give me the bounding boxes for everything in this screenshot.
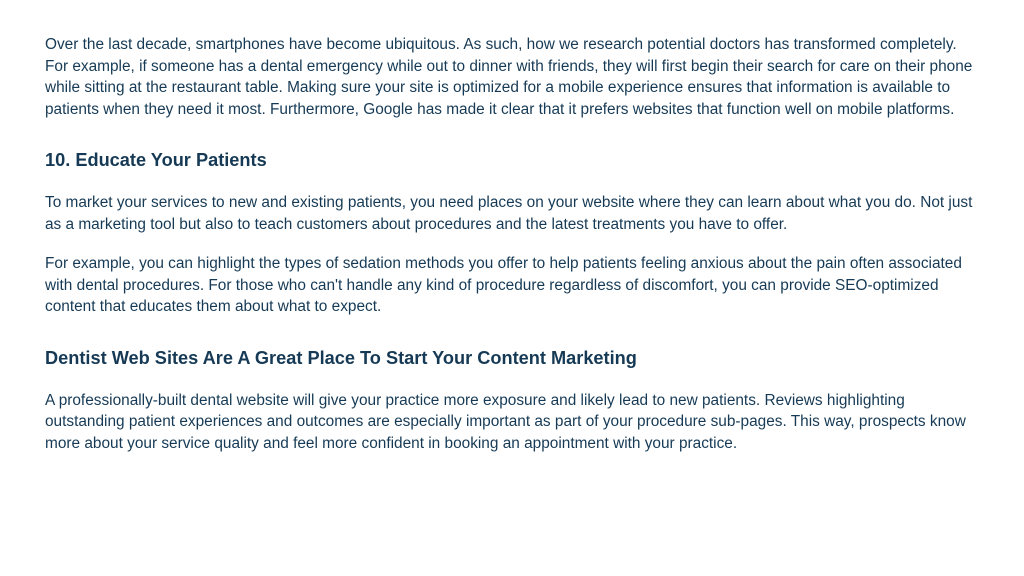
paragraph-market-services: To market your services to new and existing patients, you need places on your website where they can learn about what you do. Not just as a marketing tool but also to teach customers about procedures and the latest treatments you have to offer. xyxy=(45,194,973,233)
heading-content-marketing: Dentist Web Sites Are A Great Place To Start Your Content Marketing xyxy=(45,347,637,368)
paragraph-mobile-optimization: Over the last decade, smartphones have become ubiquitous. As such, how we research potential doctors has transformed completely. For example, if someone has a dental emergency while out to dinner with friends, they will first begin their search for care on their phone while sitting at the restaurant table. Making sure your site is optimized for a mobile experience ensures that information is available to patients when they need it most. Furthermore, Google has made it clear that it prefers websites that function well on mobile platforms. xyxy=(45,36,973,118)
paragraph-professional-website: A professionally-built dental website will give your practice more exposure and likely lead to new patients. Reviews highlighting outstanding patient experiences and outcomes are especially important as part of your procedure sub-pages. This way, prospects know more about your service quality and feel more confident in booking an appointment with your practice. xyxy=(45,391,966,452)
paragraph-sedation-example: For example, you can highlight the types of sedation methods you offer to help patients feeling anxious about the pain often associated with dental procedures. For those who can't handle any kind of procedure regardless of discomfort, you can provide SEO-optimized content that educates them about what to expect. xyxy=(45,255,962,315)
heading-educate-patients: 10. Educate Your Patients xyxy=(45,150,267,170)
document-page xyxy=(45,34,980,454)
